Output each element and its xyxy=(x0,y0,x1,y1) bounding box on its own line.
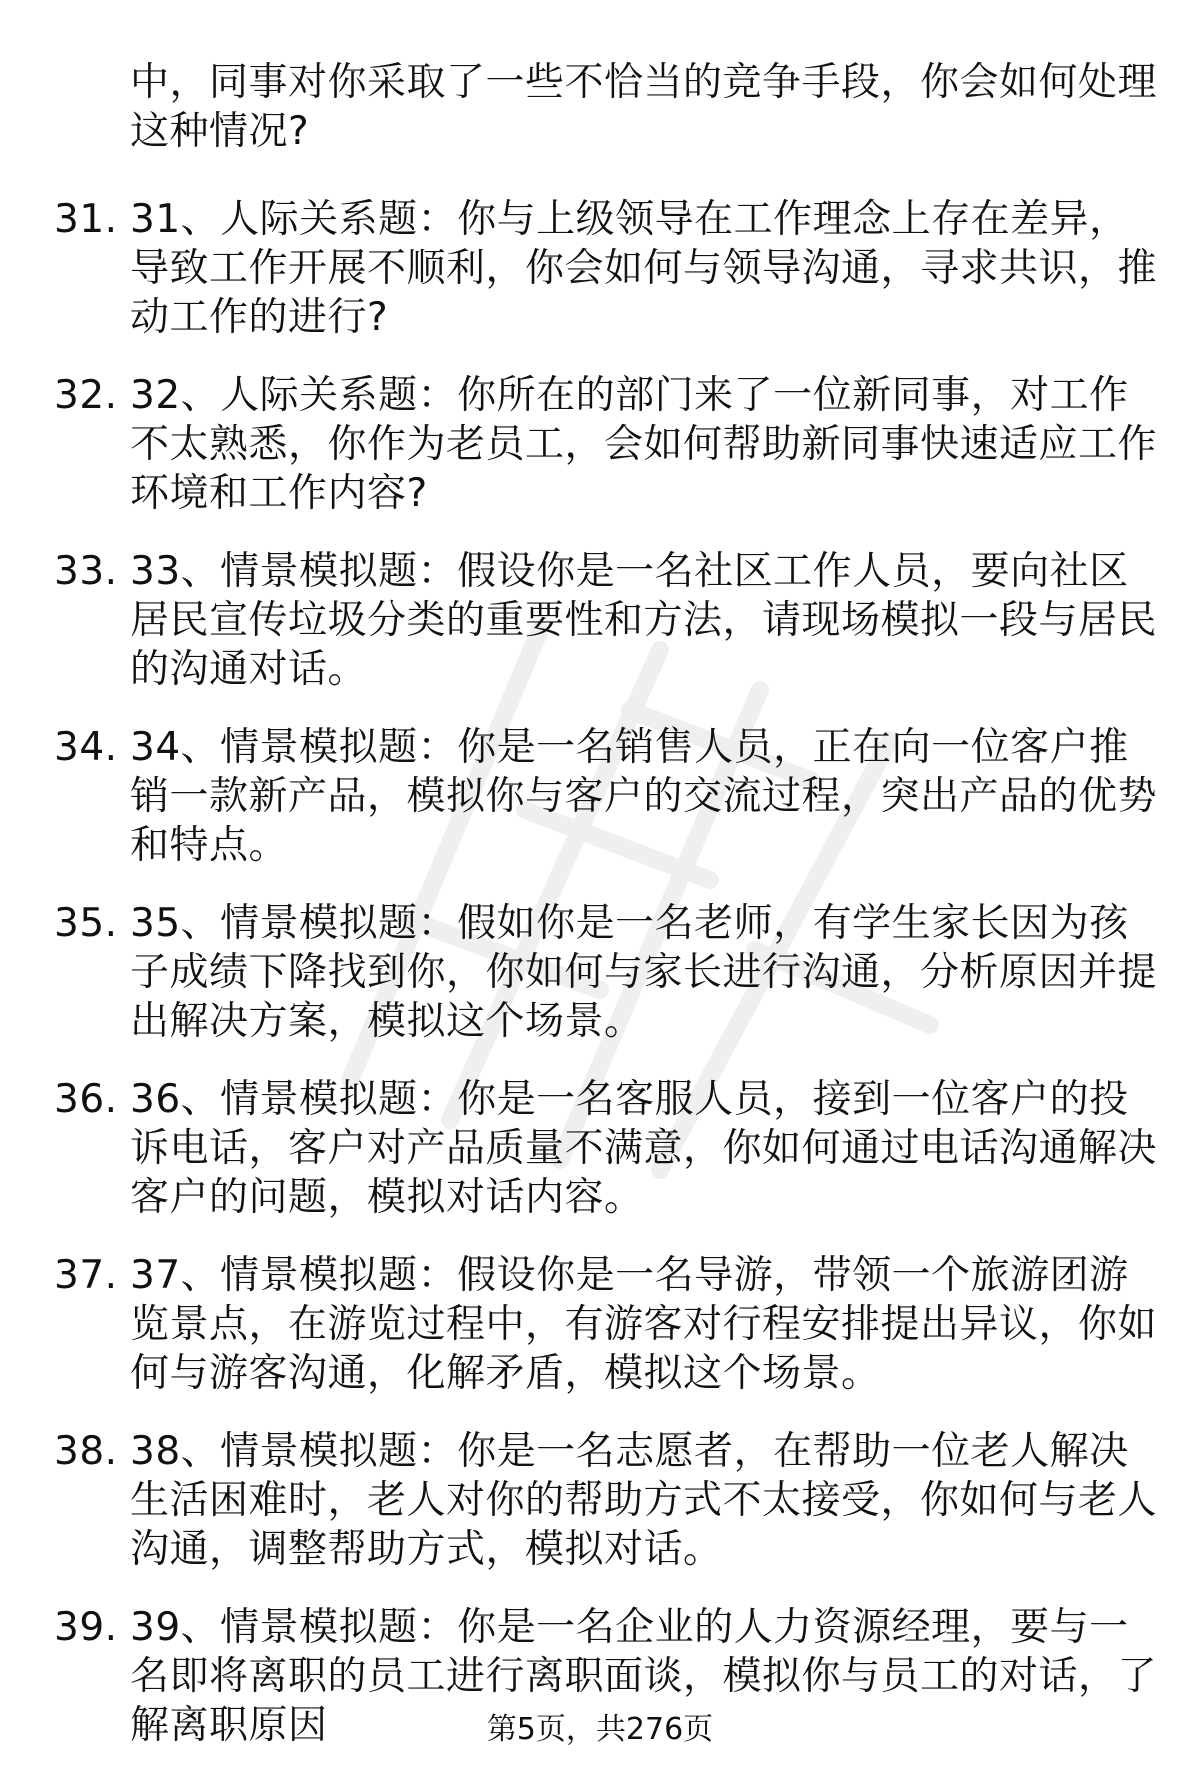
list-item-number: 31. xyxy=(54,197,118,242)
list-item-text: 37、情景模拟题：假设你是一名导游，带领一个旅游团游览景点，在游览过程中，有游客对行程安排提出异议，你如何与游客沟通，化解矛盾，模拟这个场景。 xyxy=(130,1253,1158,1396)
list-item-text: 39、情景模拟题：你是一名企业的人力资源经理，要与一名即将离职的员工进行离职面谈，模拟你与员工的对话，了解离职原因 xyxy=(130,1605,1158,1748)
list-item-text: 35、情景模拟题：假如你是一名老师，有学生家长因为孩子成绩下降找到你，你如何与家长进行沟通，分析原因并提出解决方案，模拟这个场景。 xyxy=(130,901,1158,1044)
list-item xyxy=(0,195,1160,342)
question-list xyxy=(0,195,1200,1779)
list-item xyxy=(0,547,1160,694)
list-item xyxy=(0,371,1160,518)
list-item-number: 36. xyxy=(54,1077,118,1122)
list-item xyxy=(0,1251,1160,1398)
list-item xyxy=(0,1427,1160,1574)
list-item xyxy=(0,899,1160,1046)
list-item-number: 32. xyxy=(54,373,118,418)
list-item-text: 36、情景模拟题：你是一名客服人员，接到一位客户的投诉电话，客户对产品质量不满意，你如何通过电话沟通解决客户的问题，模拟对话内容。 xyxy=(130,1077,1158,1220)
list-item-number: 39. xyxy=(54,1605,118,1650)
list-item xyxy=(0,723,1160,870)
list-item-text: 33、情景模拟题：假设你是一名社区工作人员，要向社区居民宣传垃圾分类的重要性和方法，请现场模拟一段与居民的沟通对话。 xyxy=(130,549,1158,692)
list-item-text: 32、人际关系题：你所在的部门来了一位新同事，对工作不太熟悉，你作为老员工，会如何帮助新同事快速适应工作环境和工作内容? xyxy=(130,373,1158,516)
list-item-text: 34、情景模拟题：你是一名销售人员，正在向一位客户推销一款新产品，模拟你与客户的交流过程，突出产品的优势和特点。 xyxy=(130,725,1158,868)
list-item-number: 38. xyxy=(54,1429,118,1474)
list-item-number: 34. xyxy=(54,725,118,770)
continuation-text: 中，同事对你采取了一些不恰当的竞争手段，你会如何处理这种情况? xyxy=(130,60,1158,154)
list-item-number: 35. xyxy=(54,901,118,946)
page-footer: 第5页，共276页 xyxy=(486,1712,714,1747)
list-item-text: 31、人际关系题：你与上级领导在工作理念上存在差异，导致工作开展不顺利，你会如何与领导沟通，寻求共识，推动工作的进行? xyxy=(130,197,1158,340)
list-item-number: 33. xyxy=(54,549,118,594)
list-item-number: 37. xyxy=(54,1253,118,1298)
list-item-text: 38、情景模拟题：你是一名志愿者，在帮助一位老人解决生活困难时，老人对你的帮助方式不太接受，你如何与老人沟通，调整帮助方式，模拟对话。 xyxy=(130,1429,1158,1572)
list-item xyxy=(0,1075,1160,1222)
